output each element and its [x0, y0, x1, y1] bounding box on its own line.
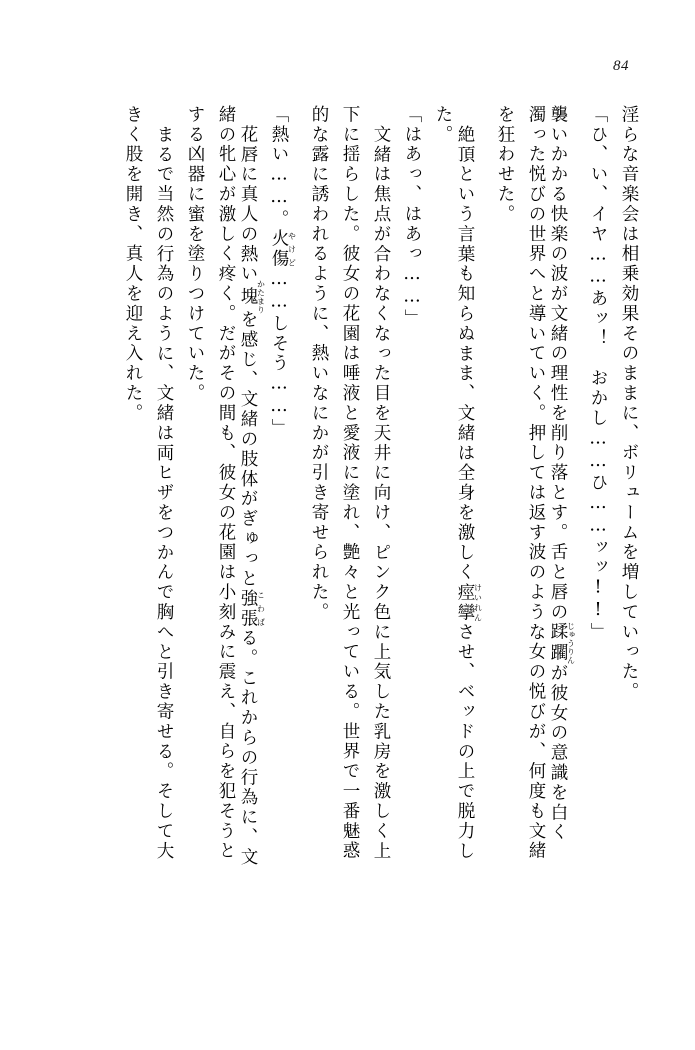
text-line: 的な露に誘われるように、熱いなにかが引き寄せられた。	[309, 105, 329, 623]
text-line: 襲いかかる快楽の波が文緒の理性を削り落とす。舌と唇の蹂躙じゅうりんが彼女の意識を白く	[548, 105, 576, 843]
text-line: 「熱い……。火傷やけど……しそう……」	[269, 105, 297, 439]
text-line: 絶頂という言葉も知らぬまま、文緒は全身を激しく痙攣けいれんさせ、ベッドの上で脱力し	[455, 125, 483, 862]
body-text-columns	[58, 105, 637, 995]
text-line: 花唇に真人の熱い塊かたまりを感じ、文緒の肢体がぎゅっと強張こわばる。これからの行為に、文	[238, 125, 266, 868]
text-line: を狂わせた。	[495, 105, 515, 225]
text-line: 文緒は焦点が合わなくなった目を天井に向け、ピンク色に上気した乳房を激しく上	[371, 125, 391, 862]
text-line: きく股を開き、真人を迎え入れた。	[123, 105, 143, 424]
text-line: 淫らな音楽会は相乗効果そのままに、ボリュームを増していった。	[619, 105, 639, 702]
text-line: する凶器に蜜を塗りつけていた。	[185, 105, 205, 404]
text-line: た。	[433, 105, 453, 145]
text-line: 緒の牝心が激しく疼く。だがその間も、彼女の花園は小刻みに震え、自らを犯そうと	[216, 105, 236, 862]
text-line: まるで当然の行為のように、文緒は両ヒザをつかんで胸へと引き寄せる。そして大	[154, 125, 174, 862]
text-line: 濁った悦びの世界へと導いていく。押しては返す波のような女の悦びが、何度も文緒	[526, 105, 546, 862]
text-line: 「はあっ、はあっ……」	[402, 105, 422, 329]
page-number: 84	[613, 58, 629, 74]
text-line: 「ひ、い、イヤ……あッ！ おかし……ひ……ッッ!!」	[588, 105, 608, 643]
text-line: 下に揺らした。彼女の花園は唾液と愛液に塗れ、艶々と光っている。世界で一番魅惑	[340, 105, 360, 862]
